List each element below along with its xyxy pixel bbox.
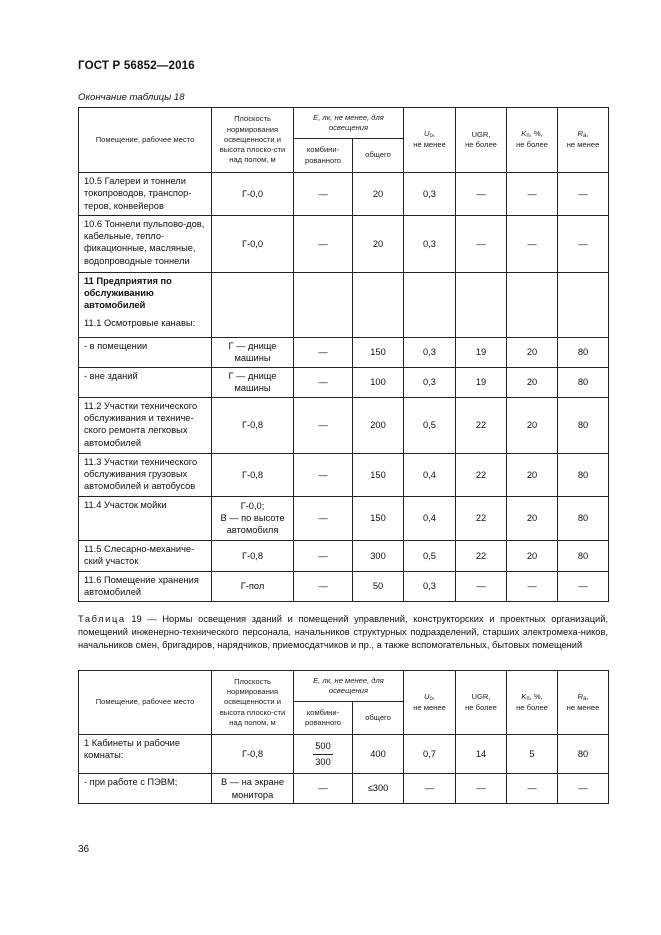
row-e-combined: — (294, 496, 353, 540)
table-19-text: 19 — Нормы освещения зданий и помещений управлений, конструкторских и проектных организаций, помещений инженерно-технического персонала, начальников структурных подразделений, старших электромеха-ников, начальников смен, бригадиров, нарядчиков, приемосдатчиков и пр., а также вспомогательных, бытовых помещений (78, 614, 608, 650)
row-uo: 0,3 (404, 173, 456, 216)
section-subtitle: 11.1 Осмотровые канавы: (84, 317, 196, 328)
col-header-uo: $U_o$, не менее (404, 108, 456, 173)
ra-unit: , (586, 691, 589, 701)
row-name: - при работе с ПЭВМ; (79, 774, 212, 804)
col-header-ra (558, 108, 609, 173)
ugr-label: UGR, (471, 692, 491, 702)
table-row (79, 173, 609, 216)
row-e-general: 400 (353, 735, 404, 774)
row-e-general: 300 (353, 540, 404, 571)
uo-symbol: U (424, 691, 430, 701)
row-ra: 80 (558, 337, 609, 367)
row-ra: 80 (558, 367, 609, 397)
ra-symbol: R (577, 129, 583, 139)
kp-note: не более (516, 702, 548, 712)
row-plane: Г-0,8 (212, 453, 294, 496)
table-19-label: Таблица (78, 614, 126, 624)
col-header-kp (507, 671, 558, 735)
plane-line-1: Г-0,0; (240, 500, 265, 511)
row-ugr: 22 (456, 397, 507, 453)
col-header-illuminance (294, 108, 404, 139)
col-header-combined: комбини-рованного (294, 702, 353, 735)
table-row (79, 453, 609, 496)
col-header-ugr (456, 671, 507, 735)
kp-note: не более (516, 140, 548, 150)
kp-unit: , %, (529, 691, 543, 701)
col-header-plane: Плоскость нормирования освещенности и высота плоско-сти над полом, м (212, 671, 294, 735)
row-ugr: 22 (456, 496, 507, 540)
row-plane: Г-0,0 (212, 215, 294, 272)
col-header-ra (558, 671, 609, 735)
row-ugr: — (456, 215, 507, 272)
table-18 (78, 107, 609, 602)
row-uo: 0,7 (404, 735, 456, 774)
row-ugr: 19 (456, 337, 507, 367)
ra-subscript: a (583, 133, 587, 140)
fraction-denominator: 300 (315, 756, 331, 767)
row-kp: 20 (507, 367, 558, 397)
table-19 (78, 670, 609, 804)
table-row (79, 774, 609, 804)
ra-note: не менее (566, 140, 600, 150)
col-header-plane: Плоскость нормирования освещенности и высота плоско-сти над полом, м (212, 108, 294, 173)
row-kp: 20 (507, 540, 558, 571)
col-header-room: Помещение, рабочее место (79, 671, 212, 735)
row-kp: 5 (507, 735, 558, 774)
page-number: 36 (78, 844, 90, 855)
row-kp: — (507, 571, 558, 602)
row-ra: — (558, 173, 609, 216)
row-name: 11.6 Помещение хранения автомобилей (79, 571, 212, 602)
row-e-combined: — (294, 337, 353, 367)
row-ugr: — (456, 173, 507, 216)
row-plane: Г — днище машины (212, 367, 294, 397)
row-ra: 80 (558, 735, 609, 774)
row-plane: Г-0,8 (212, 397, 294, 453)
kp-unit: , %, (529, 129, 543, 139)
row-ugr: — (456, 774, 507, 804)
row-e-combined (294, 735, 353, 774)
col-header-ugr (456, 108, 507, 173)
row-plane: Г-0,8 (212, 735, 294, 774)
table-row (79, 397, 609, 453)
row-e-combined: — (294, 774, 353, 804)
row-name: - в помещении (79, 337, 212, 367)
row-e-general: 100 (353, 367, 404, 397)
uo-note: не менее (413, 702, 446, 712)
row-plane (212, 496, 294, 540)
row-uo: 0,5 (404, 540, 456, 571)
row-e-general: ≤300 (353, 774, 404, 804)
row-e-general: 150 (353, 453, 404, 496)
row-plane: Г-пол (212, 571, 294, 602)
row-kp: — (507, 215, 558, 272)
row-name: - вне зданий (79, 367, 212, 397)
row-plane: Г-0,8 (212, 540, 294, 571)
uo-subscript: o (429, 133, 433, 140)
row-name: 11.2 Участки технического обслуживания и техниче-ского ремонта легковых автомобилей (79, 397, 212, 453)
uo-subscript: o (429, 695, 433, 702)
row-ugr: 22 (456, 540, 507, 571)
ugr-note: не более (465, 140, 497, 149)
row-name: 10.5 Галереи и тоннели токопроводов, транспор-теров, конвейеров (79, 173, 212, 216)
ra-symbol: R (577, 691, 583, 701)
row-e-combined: — (294, 367, 353, 397)
row-uo: 0,4 (404, 496, 456, 540)
kp-subscript: п (526, 695, 530, 702)
row-ra: 80 (558, 453, 609, 496)
row-plane: Г-0,0 (212, 173, 294, 216)
section-title: 11 Предприятия по обслуживанию автомобилей (84, 275, 172, 311)
row-kp: 20 (507, 337, 558, 367)
table-row (79, 337, 609, 367)
table-row (79, 367, 609, 397)
kp-subscript: п (526, 133, 530, 140)
row-ra: — (558, 774, 609, 804)
row-e-general: 200 (353, 397, 404, 453)
row-ugr: — (456, 571, 507, 602)
row-name: 11.4 Участок мойки (79, 496, 212, 540)
ra-note: не менее (566, 702, 600, 712)
fraction-numerator: 500 (313, 740, 333, 754)
row-ugr: 14 (456, 735, 507, 774)
row-kp: 20 (507, 397, 558, 453)
col-header-illuminance-text: E, лк, не менее, для освещения (313, 675, 384, 695)
col-header-uo: $U_o$, не менее (404, 671, 456, 735)
row-kp: 20 (507, 453, 558, 496)
table-row (79, 215, 609, 272)
table-row (79, 272, 609, 337)
col-header-general: общего (353, 139, 404, 173)
document-title: ГОСТ Р 56852—2016 (78, 60, 195, 72)
row-plane: Г — днище машины (212, 337, 294, 367)
col-header-room: Помещение, рабочее место (79, 108, 212, 173)
row-e-general: 150 (353, 337, 404, 367)
row-ugr: 22 (456, 453, 507, 496)
uo-note: не менее (413, 140, 446, 150)
table-row (79, 571, 609, 602)
table-row (79, 735, 609, 774)
table-row (79, 496, 609, 540)
table-18-caption: Окончание таблицы 18 (78, 92, 185, 103)
col-header-kp (507, 108, 558, 173)
row-e-general: 50 (353, 571, 404, 602)
row-e-combined: — (294, 540, 353, 571)
row-kp: — (507, 173, 558, 216)
row-kp: — (507, 774, 558, 804)
col-header-combined: комбини-рованного (294, 139, 353, 173)
table-19-title (78, 613, 608, 651)
col-header-illuminance (294, 671, 404, 702)
ugr-note: не более (465, 702, 497, 712)
row-e-general: 150 (353, 496, 404, 540)
row-name: 11.5 Слесарно-механиче-ский участок (79, 540, 212, 571)
row-plane: В — на экране монитора (212, 774, 294, 804)
row-ra: 80 (558, 397, 609, 453)
table-row (79, 540, 609, 571)
row-ra: 80 (558, 540, 609, 571)
row-uo: 0,4 (404, 453, 456, 496)
kp-symbol: K (521, 691, 527, 701)
row-e-general: 20 (353, 173, 404, 216)
row-ra: 80 (558, 496, 609, 540)
row-uo: — (404, 774, 456, 804)
row-uo: 0,3 (404, 571, 456, 602)
col-header-general: общего (353, 702, 404, 735)
plane-line-2: В — по высоте автомобиля (220, 513, 285, 536)
row-uo: 0,3 (404, 215, 456, 272)
fraction (313, 740, 333, 768)
kp-symbol: K (521, 129, 527, 139)
row-e-combined: — (294, 453, 353, 496)
row-ra: — (558, 215, 609, 272)
col-header-illuminance-text: E, лк, не менее, для освещения (313, 112, 384, 132)
row-uo: 0,5 (404, 397, 456, 453)
row-e-combined: — (294, 173, 353, 216)
row-e-combined: — (294, 215, 353, 272)
row-ugr: 19 (456, 367, 507, 397)
row-uo: 0,3 (404, 337, 456, 367)
row-e-combined: — (294, 571, 353, 602)
ugr-label: UGR, (471, 129, 491, 139)
uo-symbol: U (424, 129, 430, 139)
row-e-combined: — (294, 397, 353, 453)
row-e-general: 20 (353, 215, 404, 272)
ra-subscript: a (583, 695, 587, 702)
row-name: 1 Кабинеты и рабочие комнаты: (79, 735, 212, 774)
row-kp: 20 (507, 496, 558, 540)
row-ra: — (558, 571, 609, 602)
row-name (79, 272, 212, 337)
row-name: 11.3 Участки технического обслуживания грузовых автомобилей и автобусов (79, 453, 212, 496)
row-uo: 0,3 (404, 367, 456, 397)
row-name: 10.6 Тоннели пульпово-дов, кабельные, тепло-фикационные, масляные, водопроводные тоннели (79, 215, 212, 272)
ra-unit: , (586, 129, 589, 139)
